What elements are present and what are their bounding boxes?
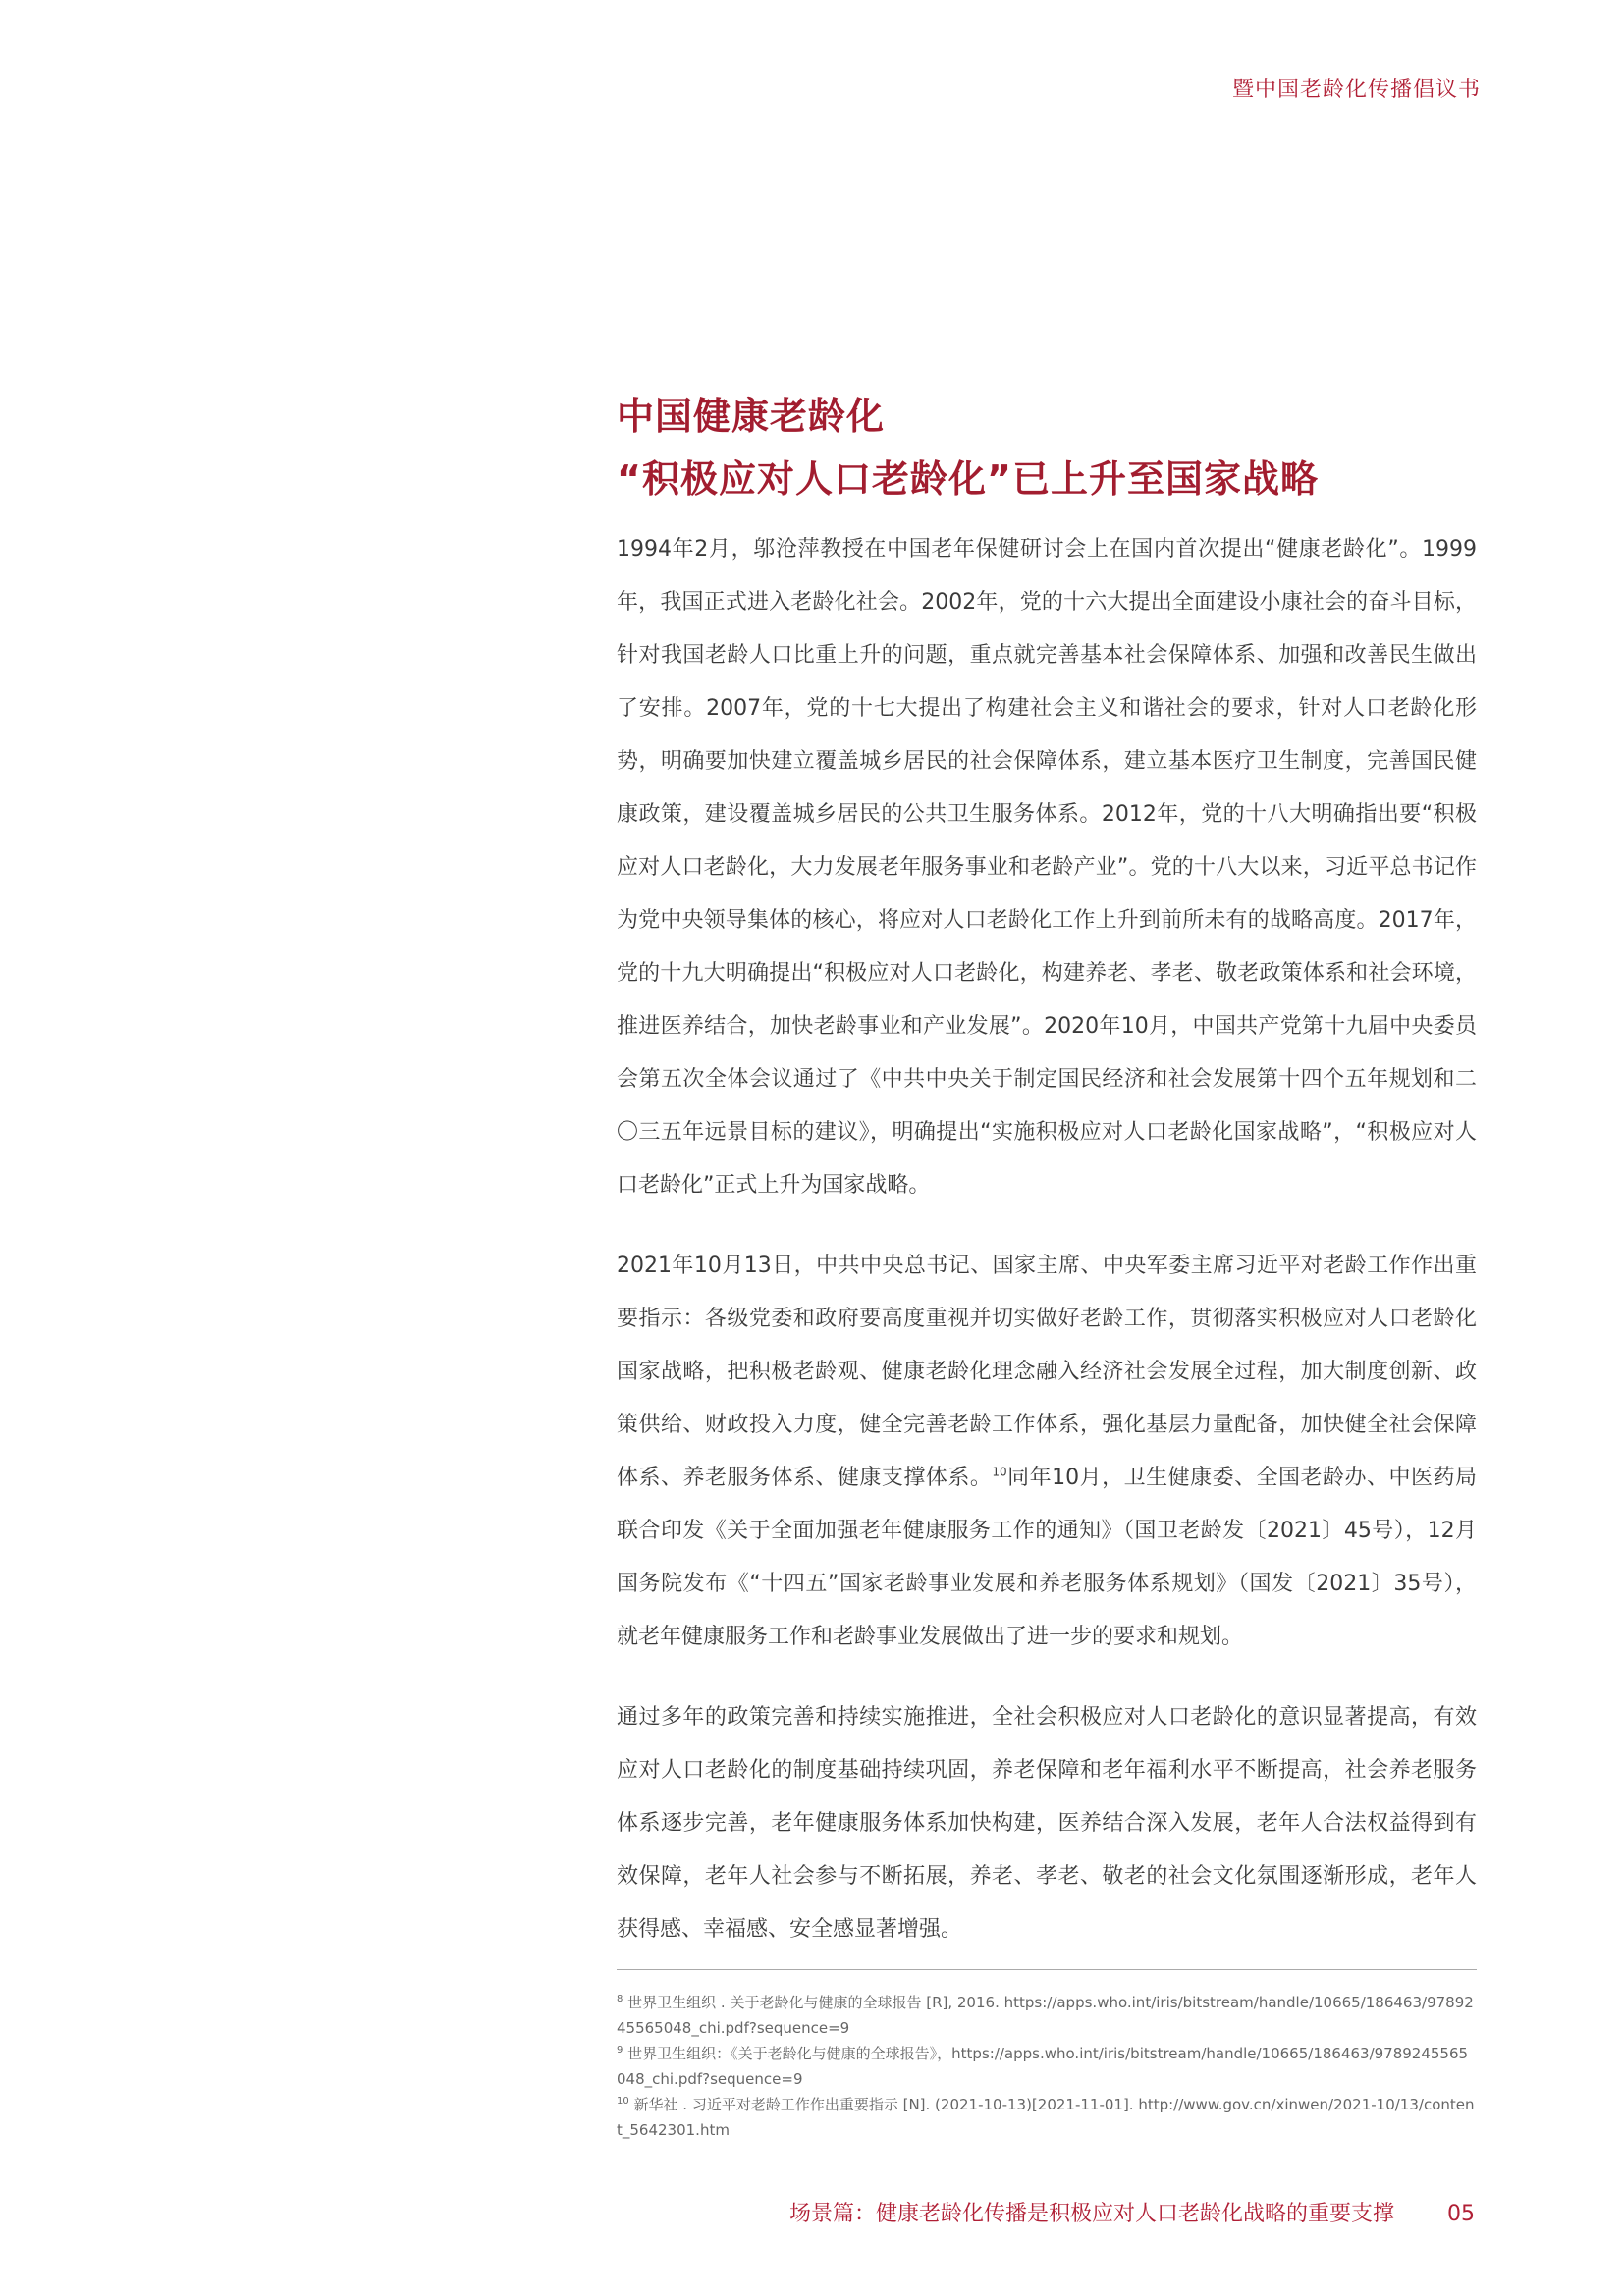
article-body — [617, 523, 1477, 1984]
paragraph — [617, 523, 1477, 1212]
footnote-item — [617, 1990, 1477, 2041]
paragraph — [617, 1240, 1477, 1664]
running-header: 暨中国老龄化传播倡议书 — [1231, 78, 1481, 102]
section-title-line-1: 中国健康老龄化 — [617, 395, 886, 438]
footnote-divider — [617, 1969, 1477, 1970]
footer-chapter-title: 场景篇：健康老龄化传播是积极应对人口老龄化战略的重要支撑 — [788, 2202, 1394, 2226]
paragraph-text: 1994年2月，邬沧萍教授在中国老年保健研讨会上在国内首次提出“健康老龄化”。1999年，我国正式进入老龄化社会。2002年，党的十六大提出全面建设小康社会的奋斗目标，针对我国老龄人口比重上升的问题，重点就完善基本社会保障体系、加强和改善民生做出了安排。2007年，党的十七大提出了构建社会主义和谐社会的要求，针对人口老龄化形势，明确要加快建立覆盖城乡居民的社会保障体系，建立基本医疗卫生制度，完善国民健康政策，建设覆盖城乡居民的公共卫生服务体系。2012年，党的十八大明确指出要“积极应对人口老龄化，大力发展老年服务事业和老龄产业”。党的十八大以来，习近平总书记作为党中央领导集体的核心，将应对人口老龄化工作上升到前所未有的战略高度。2017年，党的十九大明确提出“积极应对人口老龄化，构建养老、孝老、敬老政策体系和社会环境，推进医养结合，加快老龄事业和产业发展”。2020年10月，中国共产党第十九届中央委员会第五次全体会议通过了《中共中央关于制定国民经济和社会发展第十四个五年规划和二〇三五年远景目标的建议》，明确提出“实施积极应对人口老龄化国家战略”，“积极应对人口老龄化”正式上升为国家战略。 — [617, 537, 1477, 1198]
page-footer — [0, 2197, 1475, 2227]
footnotes — [617, 1990, 1477, 2143]
footnote-item — [617, 2041, 1477, 2092]
footnote-text: 新华社 . 习近平对老龄工作作出重要指示 [N]. (2021-10-13)[2021-11-01]. http://www.gov.cn/xinwen/2021-10/13/content_5642301.htm — [617, 2096, 1475, 2139]
footnote-reference[interactable]: 10 — [992, 1465, 1007, 1479]
paragraph-text: 2021年10月13日，中共中央总书记、国家主席、中央军委主席习近平对老龄工作作出重要指示：各级党委和政府要高度重视并切实做好老龄工作，贯彻落实积极应对人口老龄化国家战略，把积极老龄观、健康老龄化理念融入经济社会发展全过程，加大制度创新、政策供给、财政投入力度，健全完善老龄工作体系，强化基层力量配备，加快健全社会保障体系、养老服务体系、健康支撑体系。 — [617, 1254, 1477, 1490]
footnote-text: 世界卫生组织：《关于老龄化与健康的全球报告》，https://apps.who.int/iris/bitstream/handle/10665/186463/9789245565048_chi.pdf?sequence=9 — [617, 2045, 1469, 2088]
paragraph — [617, 1691, 1477, 1956]
section-title — [617, 385, 1500, 510]
footnote-item — [617, 2092, 1477, 2143]
footnote-number: 8 — [617, 1994, 623, 2004]
section-title-line-2: “积极应对人口老龄化”已上升至国家战略 — [617, 457, 1319, 501]
footnote-text: 世界卫生组织 . 关于老龄化与健康的全球报告 [R], 2016. https://apps.who.int/iris/bitstream/handle/10665/186463/9789245565048_chi.pdf?sequence=9 — [617, 1994, 1474, 2037]
paragraph-text-continued: 同年10月，卫生健康委、全国老龄办、中医药局联合印发《关于全面加强老年健康服务工作的通知》（国卫老龄发〔2021〕45号），12月国务院发布《“十四五”国家老龄事业发展和养老服务体系规划》（国发〔2021〕35号），就老年健康服务工作和老龄事业发展做出了进一步的要求和规划。 — [617, 1466, 1477, 1649]
footnote-number: 10 — [617, 2096, 629, 2107]
page-number: 05 — [1447, 2202, 1475, 2226]
paragraph-text: 通过多年的政策完善和持续实施推进，全社会积极应对人口老龄化的意识显著提高，有效应对人口老龄化的制度基础持续巩固，养老保障和老年福利水平不断提高，社会养老服务体系逐步完善，老年健康服务体系加快构建，医养结合深入发展，老年人合法权益得到有效保障，老年人社会参与不断拓展，养老、孝老、敬老的社会文化氛围逐渐形成，老年人获得感、幸福感、安全感显著增强。 — [617, 1705, 1477, 1942]
footnote-number: 9 — [617, 2045, 623, 2056]
